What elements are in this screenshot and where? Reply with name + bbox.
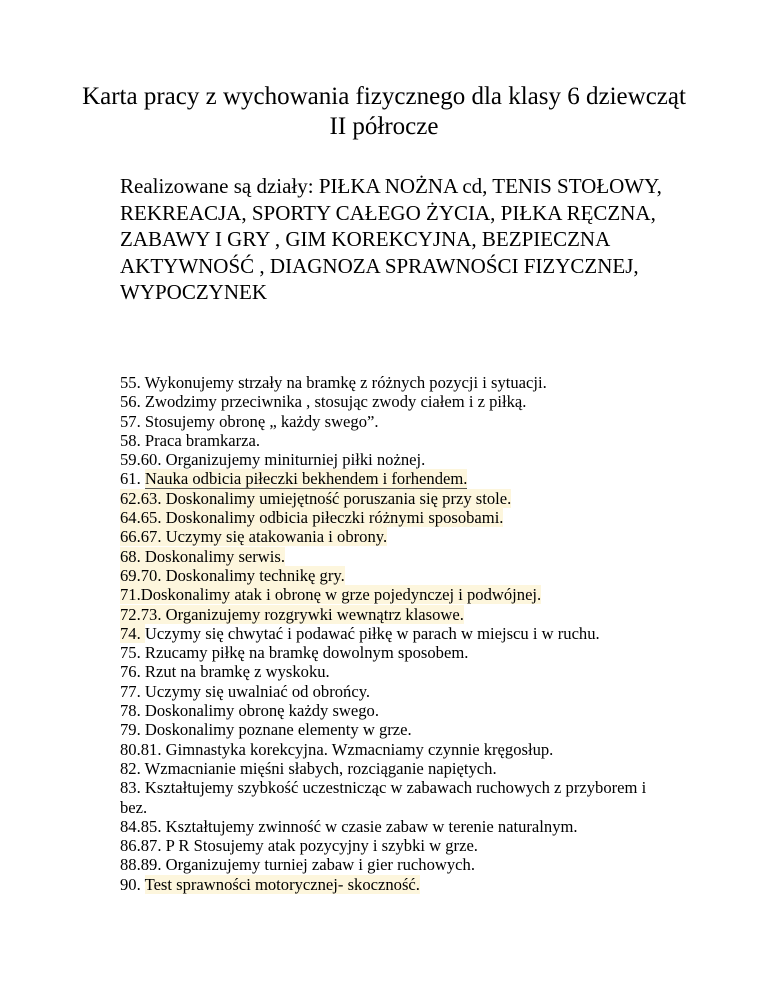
list-item: 72.73. Organizujemy rozgrywki wewnątrz klasowe. [120,604,464,624]
item-text: Praca bramkarza. [144,430,261,450]
item-text: Organizujemy turniej zabaw i gier ruchowych. [165,855,475,875]
item-text: Kształtujemy zwinność w czasie zabaw w terenie naturalnym. [165,816,578,836]
list-item: 62.63. Doskonalimy umiejętność poruszania się przy stole. [120,488,512,508]
list-item: 57. Stosujemy obronę „ każdy swego”. [120,411,379,431]
sections-paragraph [120,173,740,306]
item-text: Gimnastyka korekcyjna. Wzmacniamy czynnie kręgosłup. [165,739,554,759]
item-text: Stosujemy obronę „ każdy swego”. [144,411,379,431]
list-item: 61. Nauka odbicia piłeczki bekhendem i forhendem. [120,469,468,489]
list-item: 90. Test sprawności motorycznej- skoczność. [120,874,420,894]
item-text: Organizujemy miniturniej piłki nożnej. [165,450,426,470]
list-item: 66.67. Uczymy się atakowania i obrony. [120,527,388,547]
list-item: 84.85. Kształtujemy zwinność w czasie zabaw w terenie naturalnym. [120,816,578,836]
item-text-highlighted: Doskonalimy serwis. [144,546,286,566]
item-text: Doskonalimy obronę każdy swego. [144,701,380,721]
list-item: 69.70. Doskonalimy technikę gry. [120,565,345,585]
list-item: 77. Uczymy się uwalniać od obrońcy. [120,681,371,701]
list-item: 71.Doskonalimy atak i obronę w grze pojedynczej i podwójnej. [120,585,542,605]
list-item: 83. Kształtujemy szybkość uczestnicząc w zabawach ruchowych z przyborem i [120,778,647,798]
item-text-highlighted: Doskonalimy technikę gry. [165,565,345,585]
list-item: 75. Rzucamy piłkę na bramkę dowolnym sposobem. [120,643,469,663]
item-text: Uczymy się uwalniać od obrońcy. [144,681,371,701]
list-item: 74. Uczymy się chwytać i podawać piłkę w parach w miejscu i w ruchu. [120,623,600,643]
title-line-2: II półrocze [329,113,439,140]
list-item: 79. Doskonalimy poznane elementy w grze. [120,720,412,740]
item-text-highlighted: Uczymy się atakowania i obrony. [165,527,388,547]
title-line-1: Karta pracy z wychowania fizycznego dla klasy 6 dziewcząt [82,83,686,110]
item-text: Wzmacnianie mięśni słabych, rozciąganie napiętych. [144,758,497,778]
item-text: Wykonujemy strzały na bramkę z różnych pozycji i sytuacji. [144,373,547,392]
item-text: P R Stosujemy atak pozycyjny i szybki w grze. [165,836,478,856]
list-item: 58. Praca bramkarza. [120,430,261,450]
lesson-list [120,373,680,894]
sections-line-4: AKTYWNOŚĆ , DIAGNOZA SPRAWNOŚCI FIZYCZNEJ, [120,253,639,278]
item-text: Rzut na bramkę z wyskoku. [144,662,330,682]
item-text: Zwodzimy przeciwnika , stosując zwody ciałem i z piłką. [144,392,527,412]
sections-line-1: Realizowane są działy: PIŁKA NOŻNA cd, TENIS STOŁOWY, [120,174,662,198]
list-item: 88.89. Organizujemy turniej zabaw i gier ruchowych. [120,855,475,875]
list-item: 56. Zwodzimy przeciwnika , stosując zwody ciałem i z piłką. [120,392,527,412]
list-item: 76. Rzut na bramkę z wyskoku. [120,662,330,682]
item-text: Uczymy się chwytać i podawać piłkę w parach w miejscu i w ruchu. [144,623,600,643]
list-item: 68. Doskonalimy serwis. [120,546,286,566]
item-text-highlighted: Doskonalimy umiejętność poruszania się przy stole. [165,488,512,508]
list-item-continuation: bez. [120,797,148,817]
item-text-highlighted: Doskonalimy odbicia piłeczki różnymi sposobami. [165,508,504,528]
item-text: Doskonalimy poznane elementy w grze. [144,720,412,740]
item-text-highlighted: Test sprawności motorycznej- skoczność. [144,874,420,894]
item-text: Kształtujemy szybkość uczestnicząc w zabawach ruchowych z przyborem i [144,778,647,798]
list-item: 55. Wykonujemy strzały na bramkę z różnych pozycji i sytuacji. [120,373,547,392]
list-item: 64.65. Doskonalimy odbicia piłeczki różnymi sposobami. [120,508,504,528]
item-text-highlighted: Organizujemy rozgrywki wewnątrz klasowe. [165,604,464,624]
list-item: 78. Doskonalimy obronę każdy swego. [120,701,380,721]
list-item: 59.60. Organizujemy miniturniej piłki nożnej. [120,450,426,470]
sections-line-3: ZABAWY I GRY , GIM KOREKCYJNA, BEZPIECZNA [120,227,611,251]
sections-line-2: REKREACJA, SPORTY CAŁEGO ŻYCIA, PIŁKA RĘCZNA, [120,200,656,225]
item-text-highlighted: Doskonalimy atak i obronę w grze pojedynczej i podwójnej. [140,585,542,605]
list-item: 82. Wzmacnianie mięśni słabych, rozciąganie napiętych. [120,758,497,778]
item-text: Rzucamy piłkę na bramkę dowolnym sposobem. [144,643,469,663]
item-text-highlighted: Nauka odbicia piłeczki bekhendem i forhendem. [144,469,468,489]
sections-line-5: WYPOCZYNEK [120,280,267,304]
page-title [0,82,768,142]
list-item: 80.81. Gimnastyka korekcyjna. Wzmacniamy czynnie kręgosłup. [120,739,554,759]
list-item: 86.87. P R Stosujemy atak pozycyjny i szybki w grze. [120,836,478,856]
